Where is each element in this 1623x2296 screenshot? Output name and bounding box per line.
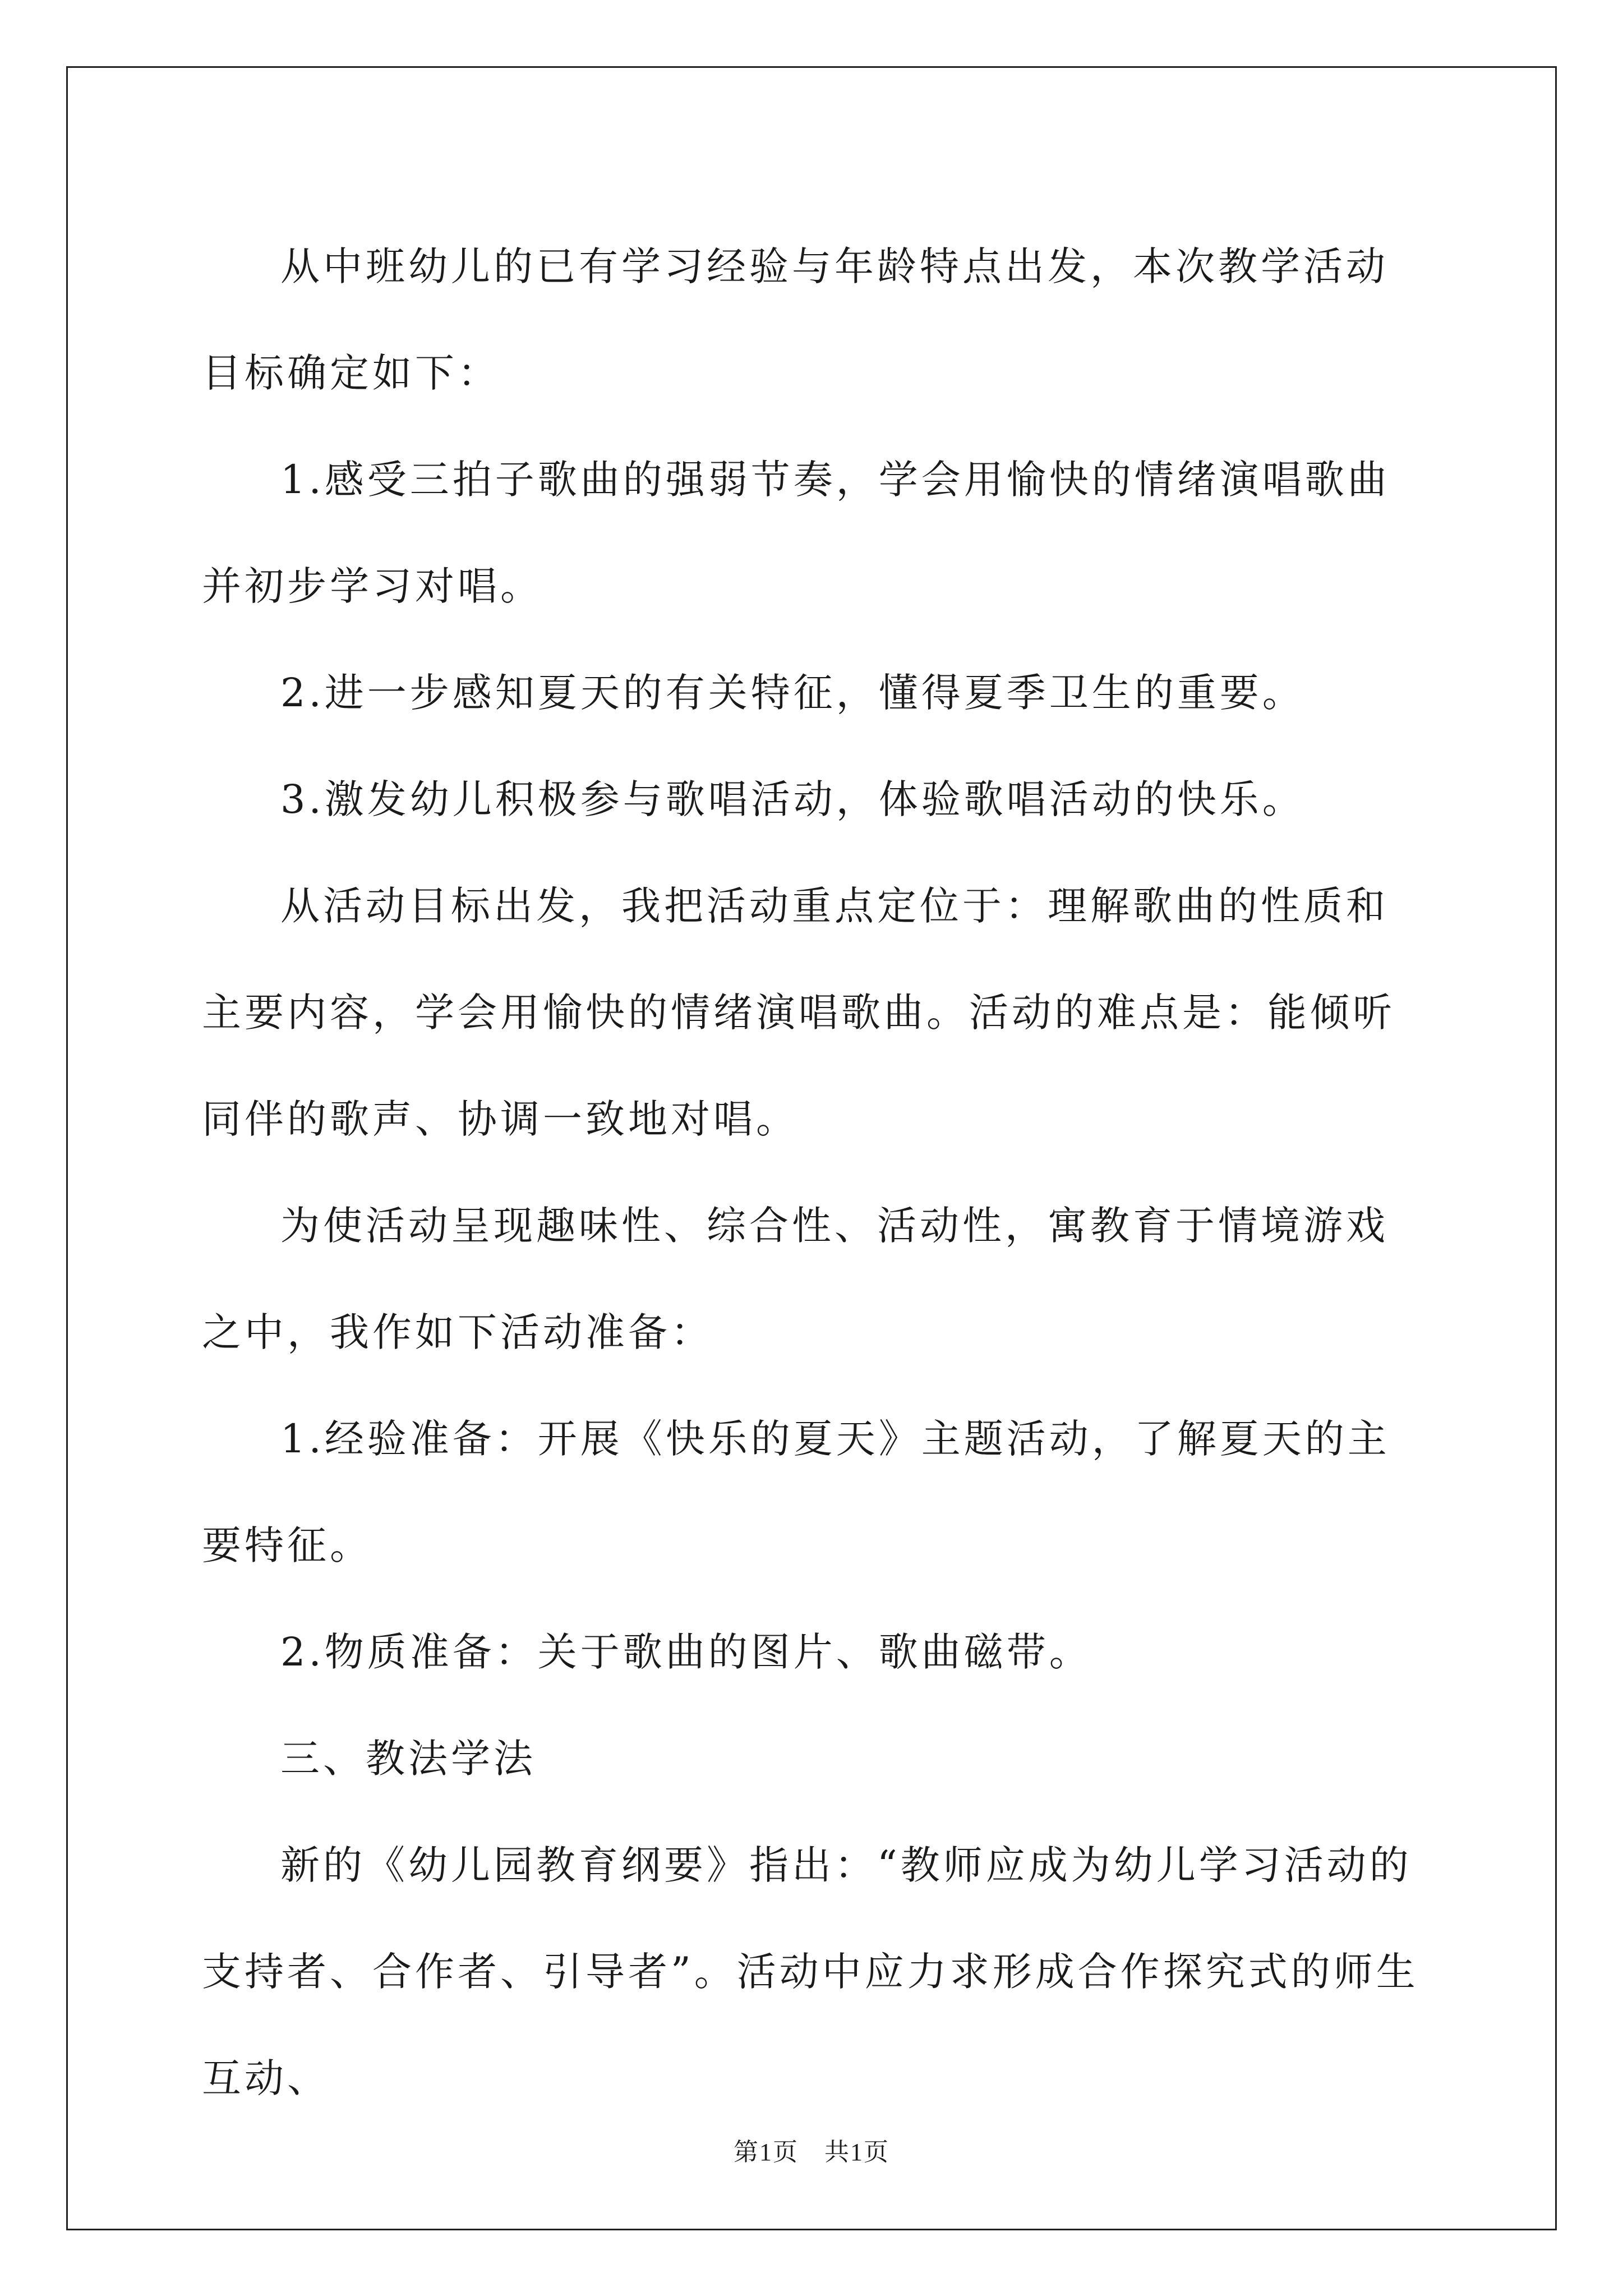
paragraph: 新的《幼儿园教育纲要》指出：“教师应成为幼儿学习活动的支持者、合作者、引导者”。活动中应力求形成合作探究式的师生互动、	[202, 1842, 1419, 2101]
paragraph: 从中班幼儿的已有学习经验与年龄特点出发，本次教学活动目标确定如下：	[202, 243, 1389, 396]
document-body	[202, 213, 1430, 2132]
page-footer: 第1页 共1页	[734, 2138, 889, 2166]
paragraph: 为使活动呈现趣味性、综合性、活动性，寓教育于情境游戏之中，我作如下活动准备：	[202, 1203, 1389, 1355]
section-heading: 三、教法学法	[280, 1736, 536, 1782]
paragraph: 2.进一步感知夏天的有关特征，懂得夏季卫生的重要。	[280, 670, 1305, 716]
paragraph: 3.激发幼儿积极参与歌唱活动，体验歌唱活动的快乐。	[280, 776, 1305, 822]
paragraph: 2.物质准备：关于歌曲的图片、歌曲磁带。	[280, 1629, 1092, 1675]
paragraph: 从活动目标出发，我把活动重点定位于：理解歌曲的性质和主要内容，学会用愉快的情绪演唱歌曲。活动的难点是：能倾听同伴的歌声、协调一致地对唱。	[202, 883, 1395, 1142]
paragraph: 1.经验准备：开展《快乐的夏天》主题活动，了解夏天的主要特征。	[202, 1416, 1390, 1568]
paragraph: 1.感受三拍子歌曲的强弱节奏，学会用愉快的情绪演唱歌曲并初步学习对唱。	[202, 457, 1390, 609]
